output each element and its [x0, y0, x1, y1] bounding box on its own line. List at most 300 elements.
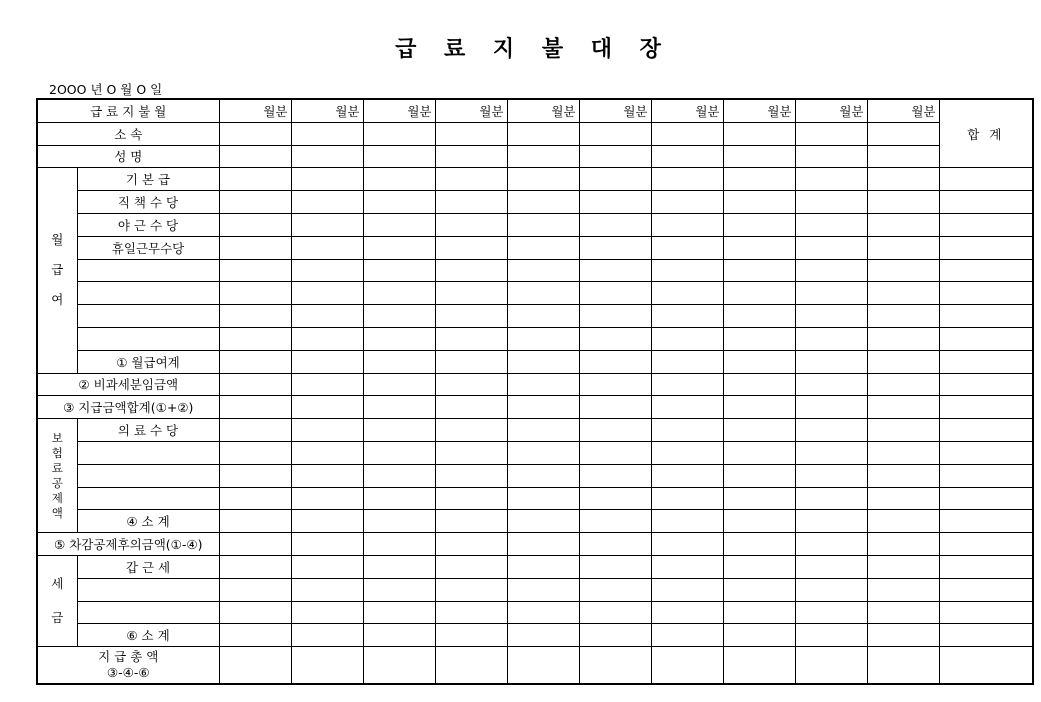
- cell: [363, 122, 435, 145]
- pay-month-label: 급 료 지 불 월: [37, 99, 219, 122]
- table-cell: [363, 555, 435, 578]
- table-cell: [219, 213, 291, 236]
- row-label-medical-allowance: 의 료 수 당: [77, 419, 219, 442]
- table-cell: [291, 419, 363, 442]
- table-cell: [651, 533, 723, 556]
- table-cell: [651, 327, 723, 350]
- table-cell: [219, 555, 291, 578]
- table-cell: [579, 350, 651, 373]
- table-row: [37, 168, 1033, 191]
- table-cell: [507, 259, 579, 282]
- table-cell: [435, 601, 507, 624]
- row-label-overtime-allowance: 야 근 수 당: [77, 213, 219, 236]
- table-cell: [795, 487, 867, 510]
- table-cell: [723, 282, 795, 305]
- table-cell: [507, 350, 579, 373]
- table-cell: [651, 191, 723, 214]
- table-cell: [795, 259, 867, 282]
- table-cell: [219, 191, 291, 214]
- table-row: [37, 647, 1033, 685]
- table-row: [37, 578, 1033, 601]
- table-cell: [363, 373, 435, 396]
- table-cell: [867, 464, 939, 487]
- table-cell: [867, 441, 939, 464]
- table-cell: [291, 259, 363, 282]
- cell: [579, 122, 651, 145]
- table-cell: [867, 533, 939, 556]
- table-cell: [291, 327, 363, 350]
- table-cell: [77, 578, 219, 601]
- table-cell: [867, 373, 939, 396]
- table-cell: [723, 236, 795, 259]
- table-row: [37, 373, 1033, 396]
- table-cell: [795, 555, 867, 578]
- table-cell: [579, 236, 651, 259]
- table-cell: [795, 168, 867, 191]
- table-cell: [507, 168, 579, 191]
- table-cell: [579, 555, 651, 578]
- cell: [651, 145, 723, 168]
- table-cell: [939, 419, 1033, 442]
- table-cell: [939, 464, 1033, 487]
- table-cell: [939, 327, 1033, 350]
- table-cell: [291, 624, 363, 647]
- table-row: [37, 213, 1033, 236]
- table-cell: [579, 647, 651, 685]
- table-cell: [291, 282, 363, 305]
- table-cell: [435, 419, 507, 442]
- table-cell: [77, 282, 219, 305]
- table-cell: [219, 327, 291, 350]
- table-cell: [363, 647, 435, 685]
- table-cell: [363, 396, 435, 419]
- table-cell: [867, 350, 939, 373]
- table-cell: [435, 396, 507, 419]
- table-cell: [939, 282, 1033, 305]
- table-cell: [219, 236, 291, 259]
- table-cell: [723, 624, 795, 647]
- table-cell: [651, 601, 723, 624]
- cell: [363, 145, 435, 168]
- table-cell: [867, 259, 939, 282]
- table-cell: [939, 191, 1033, 214]
- table-cell: [939, 373, 1033, 396]
- table-cell: [867, 419, 939, 442]
- table-cell: [219, 396, 291, 419]
- table-cell: [939, 396, 1033, 419]
- table-cell: [723, 350, 795, 373]
- table-cell: [507, 236, 579, 259]
- month-col-4: 월분: [435, 99, 507, 122]
- cell: [291, 145, 363, 168]
- table-cell: [723, 533, 795, 556]
- table-cell: [651, 236, 723, 259]
- table-cell: [291, 578, 363, 601]
- cell: [579, 145, 651, 168]
- table-cell: [77, 327, 219, 350]
- table-cell: [579, 510, 651, 533]
- table-cell: [939, 168, 1033, 191]
- table-cell: [291, 533, 363, 556]
- table-cell: [507, 419, 579, 442]
- table-row: [37, 441, 1033, 464]
- table-cell: [507, 601, 579, 624]
- table-cell: [867, 168, 939, 191]
- table-cell: [507, 487, 579, 510]
- row-label-tax-subtotal: ⑥ 소 계: [77, 624, 219, 647]
- table-cell: [795, 419, 867, 442]
- table-cell: [579, 624, 651, 647]
- table-cell: [579, 396, 651, 419]
- table-cell: [579, 419, 651, 442]
- table-cell: [507, 533, 579, 556]
- table-row: [37, 464, 1033, 487]
- table-cell: [795, 213, 867, 236]
- cell: [867, 122, 939, 145]
- table-cell: [795, 236, 867, 259]
- table-cell: [867, 213, 939, 236]
- table-cell: [363, 236, 435, 259]
- table-cell: [435, 578, 507, 601]
- table-cell: [435, 510, 507, 533]
- month-col-9: 월분: [795, 99, 867, 122]
- table-cell: [219, 282, 291, 305]
- month-col-7: 월분: [651, 99, 723, 122]
- table-cell: [795, 601, 867, 624]
- table-cell: [867, 236, 939, 259]
- table-cell: [795, 282, 867, 305]
- table-cell: [363, 533, 435, 556]
- table-cell: [867, 647, 939, 685]
- table-cell: [77, 259, 219, 282]
- table-cell: [363, 419, 435, 442]
- table-cell: [795, 191, 867, 214]
- table-cell: [651, 647, 723, 685]
- table-cell: [435, 624, 507, 647]
- table-cell: [795, 510, 867, 533]
- table-row: [37, 601, 1033, 624]
- table-cell: [507, 373, 579, 396]
- table-cell: [939, 487, 1033, 510]
- table-row: [37, 236, 1033, 259]
- table-cell: [723, 396, 795, 419]
- table-cell: [363, 305, 435, 328]
- month-col-10: 월분: [867, 99, 939, 122]
- cell: [507, 122, 579, 145]
- table-cell: [651, 396, 723, 419]
- cell: [219, 145, 291, 168]
- cell: [291, 122, 363, 145]
- table-cell: [507, 464, 579, 487]
- table-cell: [435, 533, 507, 556]
- page-title: 급 료 지 불 대 장: [395, 37, 671, 62]
- table-cell: [363, 191, 435, 214]
- table-cell: [723, 464, 795, 487]
- table-cell: [723, 487, 795, 510]
- table-cell: [291, 191, 363, 214]
- table-cell: [435, 487, 507, 510]
- table-cell: [219, 419, 291, 442]
- table-cell: [795, 373, 867, 396]
- row-label-position-allowance: 직 책 수 당: [77, 191, 219, 214]
- table-cell: [939, 305, 1033, 328]
- table-cell: [579, 259, 651, 282]
- table-cell: [219, 647, 291, 685]
- table-cell: [435, 555, 507, 578]
- table-cell: [435, 191, 507, 214]
- table-cell: [291, 168, 363, 191]
- table-cell: [939, 533, 1033, 556]
- table-cell: [867, 396, 939, 419]
- table-cell: [579, 282, 651, 305]
- table-cell: [651, 213, 723, 236]
- table-cell: [363, 350, 435, 373]
- table-cell: [651, 510, 723, 533]
- table-cell: [651, 464, 723, 487]
- table-cell: [723, 305, 795, 328]
- table-cell: [939, 441, 1033, 464]
- table-cell: [219, 510, 291, 533]
- table-cell: [363, 601, 435, 624]
- table-cell: [363, 578, 435, 601]
- table-cell: [507, 282, 579, 305]
- table-cell: [651, 168, 723, 191]
- table-cell: [579, 168, 651, 191]
- table-cell: [867, 601, 939, 624]
- month-col-2: 월분: [291, 99, 363, 122]
- row-label-income-tax: 갑 근 세: [77, 555, 219, 578]
- table-cell: [363, 487, 435, 510]
- table-cell: [507, 510, 579, 533]
- table-cell: [723, 601, 795, 624]
- table-cell: [867, 624, 939, 647]
- table-cell: [507, 213, 579, 236]
- month-col-6: 월분: [579, 99, 651, 122]
- table-cell: [939, 350, 1033, 373]
- table-cell: [723, 327, 795, 350]
- table-cell: [795, 624, 867, 647]
- table-cell: [723, 373, 795, 396]
- table-cell: [291, 647, 363, 685]
- row-label-monthly-pay-subtotal: ① 월급여계: [77, 350, 219, 373]
- row-label-insurance-subtotal: ④ 소 계: [77, 510, 219, 533]
- table-cell: [795, 578, 867, 601]
- table-cell: [651, 578, 723, 601]
- table-cell: [867, 510, 939, 533]
- cell: [651, 122, 723, 145]
- cell: [795, 122, 867, 145]
- monthly-pay-side-label: 월 급 여: [37, 168, 77, 373]
- table-cell: [219, 601, 291, 624]
- table-cell: [723, 510, 795, 533]
- table-cell: [363, 327, 435, 350]
- cell: [219, 122, 291, 145]
- row-label-base-pay: 기 본 급: [77, 168, 219, 191]
- department-label: 소 속: [37, 122, 219, 145]
- table-cell: [435, 647, 507, 685]
- table-cell: [77, 441, 219, 464]
- table-cell: [939, 236, 1033, 259]
- month-col-5: 월분: [507, 99, 579, 122]
- table-cell: [795, 647, 867, 685]
- table-cell: [795, 533, 867, 556]
- table-cell: [363, 624, 435, 647]
- table-cell: [219, 578, 291, 601]
- table-cell: [795, 464, 867, 487]
- table-cell: [651, 259, 723, 282]
- table-cell: [579, 533, 651, 556]
- table-cell: [435, 373, 507, 396]
- table-cell: [867, 555, 939, 578]
- table-cell: [579, 441, 651, 464]
- table-cell: [507, 647, 579, 685]
- tax-side-label: 세 금: [37, 555, 77, 646]
- insurance-side-label: 보 험 료 공 제 액: [37, 419, 77, 533]
- table-cell: [291, 305, 363, 328]
- payroll-ledger-table: [36, 98, 1034, 685]
- table-cell: [579, 487, 651, 510]
- name-label: 성 명: [37, 145, 219, 168]
- table-cell: [219, 350, 291, 373]
- table-cell: [291, 464, 363, 487]
- table-cell: [507, 555, 579, 578]
- row-label-final-payment: 지 급 총 액 ③-④-⑥: [37, 647, 219, 685]
- table-cell: [77, 464, 219, 487]
- table-cell: [939, 624, 1033, 647]
- table-cell: [723, 259, 795, 282]
- table-cell: [363, 282, 435, 305]
- table-cell: [651, 419, 723, 442]
- table-cell: [867, 578, 939, 601]
- cell: [867, 145, 939, 168]
- cell: [435, 122, 507, 145]
- table-cell: [435, 350, 507, 373]
- table-cell: [939, 601, 1033, 624]
- table-cell: [435, 305, 507, 328]
- table-cell: [939, 510, 1033, 533]
- table-cell: [651, 282, 723, 305]
- table-cell: [651, 373, 723, 396]
- table-cell: [363, 213, 435, 236]
- row-label-non-taxable: ② 비과세분임금액: [37, 373, 219, 396]
- table-cell: [435, 327, 507, 350]
- table-cell: [435, 168, 507, 191]
- table-cell: [723, 419, 795, 442]
- table-cell: [867, 191, 939, 214]
- table-cell: [291, 510, 363, 533]
- month-col-3: 월분: [363, 99, 435, 122]
- cell: [435, 145, 507, 168]
- table-cell: [867, 282, 939, 305]
- table-row: [37, 419, 1033, 442]
- table-cell: [219, 305, 291, 328]
- table-cell: [291, 213, 363, 236]
- table-row: [37, 555, 1033, 578]
- table-cell: [363, 441, 435, 464]
- table-cell: [219, 487, 291, 510]
- table-cell: [219, 464, 291, 487]
- table-row: [37, 327, 1033, 350]
- table-cell: [291, 555, 363, 578]
- table-cell: [291, 373, 363, 396]
- table-cell: [795, 350, 867, 373]
- table-cell: [291, 487, 363, 510]
- table-cell: [363, 464, 435, 487]
- table-cell: [507, 441, 579, 464]
- table-cell: [219, 441, 291, 464]
- table-cell: [579, 373, 651, 396]
- total-header: 합 계: [939, 99, 1033, 168]
- month-col-8: 월분: [723, 99, 795, 122]
- table-cell: [651, 555, 723, 578]
- date-line: 2OOO 년 O 월 O 일: [49, 82, 163, 97]
- table-cell: [291, 396, 363, 419]
- table-row: [37, 396, 1033, 419]
- table-cell: [867, 327, 939, 350]
- table-cell: [579, 601, 651, 624]
- table-cell: [939, 647, 1033, 685]
- table-cell: [363, 168, 435, 191]
- table-row: [37, 191, 1033, 214]
- table-cell: [795, 305, 867, 328]
- table-cell: [795, 327, 867, 350]
- table-cell: [939, 213, 1033, 236]
- table-cell: [795, 441, 867, 464]
- table-row: [37, 282, 1033, 305]
- table-row: [37, 510, 1033, 533]
- table-cell: [579, 327, 651, 350]
- table-cell: [507, 327, 579, 350]
- table-cell: [219, 533, 291, 556]
- table-cell: [291, 236, 363, 259]
- table-cell: [507, 191, 579, 214]
- header-row-name: [37, 145, 1033, 168]
- table-cell: [723, 213, 795, 236]
- cell: [507, 145, 579, 168]
- table-cell: [77, 487, 219, 510]
- table-cell: [723, 555, 795, 578]
- table-cell: [219, 624, 291, 647]
- table-cell: [219, 168, 291, 191]
- table-cell: [77, 305, 219, 328]
- row-label-after-deduction: ⑤ 차감공제후의금액(①-④): [37, 533, 219, 556]
- table-cell: [723, 168, 795, 191]
- table-cell: [363, 510, 435, 533]
- cell: [795, 145, 867, 168]
- table-row: [37, 533, 1033, 556]
- table-cell: [723, 647, 795, 685]
- header-row-pay-month: [37, 99, 1033, 122]
- row-label-payment-total: ③ 지급금액합계(①+②): [37, 396, 219, 419]
- table-cell: [507, 396, 579, 419]
- table-cell: [435, 464, 507, 487]
- table-cell: [291, 601, 363, 624]
- table-cell: [363, 259, 435, 282]
- table-cell: [795, 396, 867, 419]
- month-col-1: 월분: [219, 99, 291, 122]
- table-cell: [291, 441, 363, 464]
- table-cell: [435, 259, 507, 282]
- table-cell: [435, 441, 507, 464]
- cell: [723, 122, 795, 145]
- table-row: [37, 305, 1033, 328]
- table-cell: [579, 578, 651, 601]
- table-cell: [651, 441, 723, 464]
- table-cell: [939, 578, 1033, 601]
- table-row: [37, 259, 1033, 282]
- table-cell: [867, 487, 939, 510]
- table-cell: [723, 578, 795, 601]
